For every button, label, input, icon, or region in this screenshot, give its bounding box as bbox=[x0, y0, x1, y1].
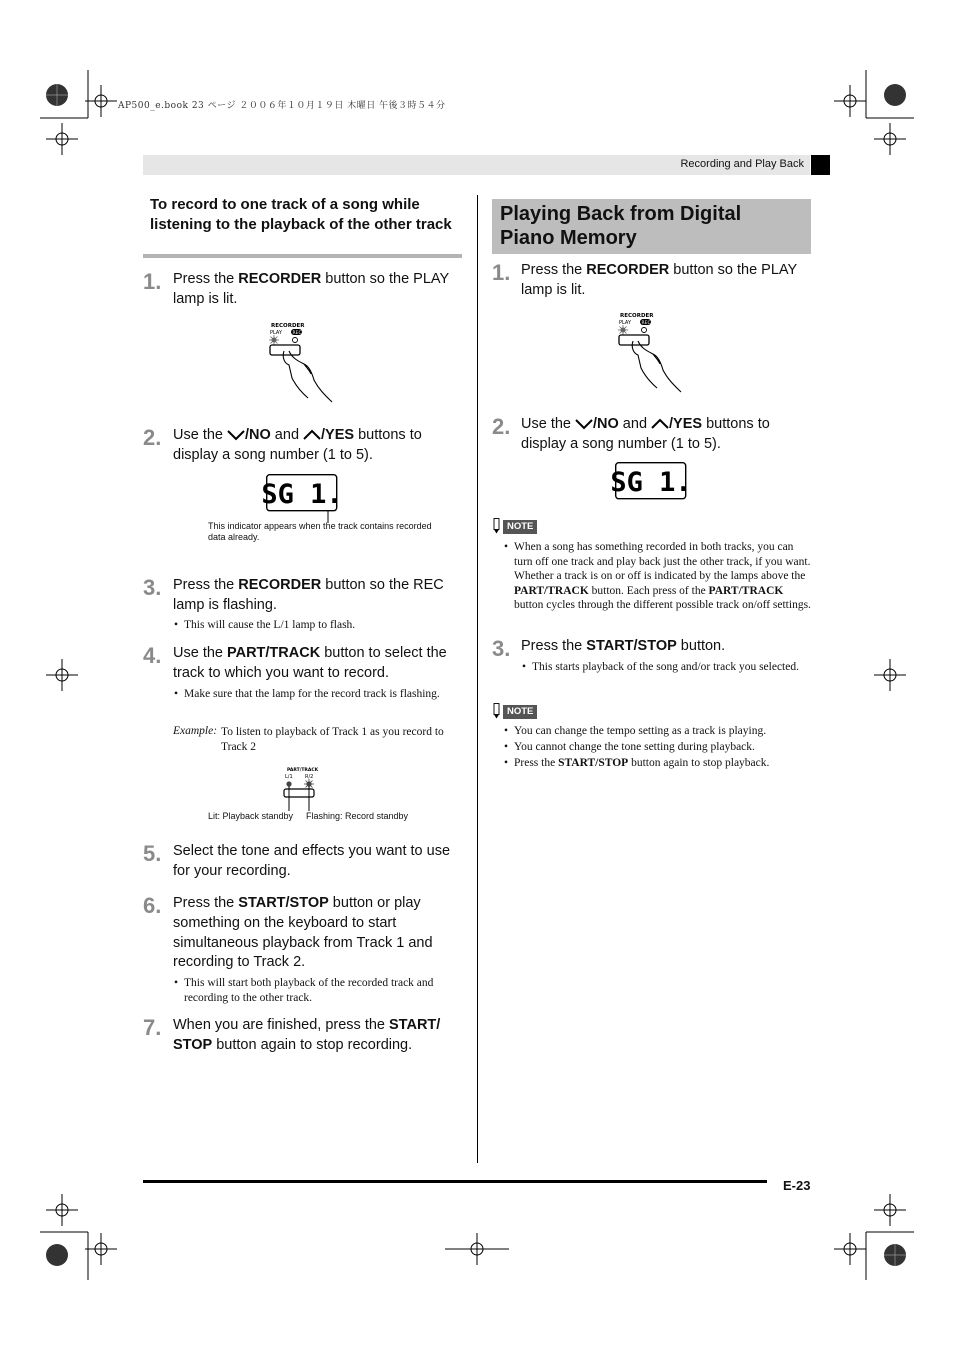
indicator-caption: This indicator appears when the track contains recorded data already. bbox=[208, 521, 432, 542]
recorder-button-figure bbox=[617, 310, 689, 398]
rec-label: REC bbox=[641, 320, 651, 326]
step-bullet: • This will cause the L/1 lamp to flash. bbox=[184, 618, 454, 633]
running-header-title: Recording and Play Back bbox=[680, 158, 804, 170]
example-label: Example: bbox=[173, 725, 218, 737]
left-subheading: To record to one track of a song while listening to the playback of the other track bbox=[150, 196, 452, 233]
pencil-icon bbox=[492, 703, 501, 719]
step-text: Press the RECORDER button so the REC lamp is flashing. bbox=[173, 577, 444, 613]
note-badge bbox=[492, 520, 537, 534]
example-text: To listen to playback of Track 1 as you record to Track 2 bbox=[221, 726, 444, 753]
step-number: 5. bbox=[143, 841, 162, 866]
note-label: NOTE bbox=[503, 705, 537, 719]
step-text: Use the PART/TRACK button to select the track to which you want to record. bbox=[173, 645, 447, 681]
page-number: E-23 bbox=[783, 1178, 811, 1193]
step-number: 2. bbox=[492, 414, 511, 439]
step-number: 4. bbox=[143, 643, 162, 668]
note-bullet: • You can change the tempo setting as a track is playing. bbox=[514, 724, 812, 739]
recorder-button-figure bbox=[268, 320, 340, 408]
header-tab-block bbox=[811, 155, 830, 175]
step-text: When you are finished, press the START/ STOP button again to stop recording. bbox=[173, 1017, 441, 1053]
down-arrow-icon bbox=[575, 418, 593, 430]
subheading-rule bbox=[143, 254, 462, 258]
track2-label: R/2 bbox=[305, 774, 314, 780]
lcd-readout: SG 1. bbox=[261, 479, 343, 510]
step-number: 3. bbox=[492, 636, 511, 661]
pencil-icon bbox=[492, 518, 501, 534]
step-text: Select the tone and effects you want to use for your recording. bbox=[173, 843, 451, 879]
step-text: Press the RECORDER button so the PLAY lamp is lit. bbox=[173, 271, 449, 307]
step-text: Use the /NO and /YES buttons to display a song number (1 to 5). bbox=[521, 416, 770, 452]
step-number: 7. bbox=[143, 1015, 162, 1040]
step-text: Press the START/STOP button or play something on the keyboard to start simultaneous playback from Track 1 and recording to Track 2. bbox=[173, 895, 433, 971]
rec-label: REC bbox=[292, 330, 302, 336]
step-number: 1. bbox=[143, 269, 162, 294]
recorder-label: RECORDER bbox=[271, 323, 305, 329]
step-number: 1. bbox=[492, 260, 511, 285]
part-track-figure bbox=[280, 765, 330, 813]
step-number: 2. bbox=[143, 425, 162, 450]
lit-caption: Lit: Playback standby bbox=[208, 811, 294, 821]
step-text: Press the RECORDER button so the PLAY lamp is lit. bbox=[521, 262, 797, 298]
up-arrow-icon bbox=[303, 429, 321, 441]
note-label: NOTE bbox=[503, 520, 537, 534]
step-bullet: • Make sure that the lamp for the record track is flashing. bbox=[184, 687, 454, 702]
step-bullet: • This starts playback of the song and/or track you selected. bbox=[532, 660, 802, 675]
part-track-label: PART/TRACK bbox=[287, 768, 319, 773]
play-label: PLAY bbox=[619, 320, 632, 326]
note-bullet: • Press the START/STOP button again to stop playback. bbox=[514, 756, 812, 771]
flashing-caption: Flashing: Record standby bbox=[306, 811, 409, 821]
track1-label: L/1 bbox=[285, 774, 293, 780]
step-text: Press the START/STOP button. bbox=[521, 638, 726, 654]
note-badge bbox=[492, 705, 537, 719]
note-bullet: • When a song has something recorded in both tracks, you can turn off one track and play back just the other track, if you want. Whether a track is on or off is indicated by the lamps above the PART/TRACK button. Each press of the PART/TRACK button cycles through the different possible track on/off settings. bbox=[514, 540, 812, 613]
note-bullet: • You cannot change the tone setting during playback. bbox=[514, 740, 812, 755]
column-divider bbox=[477, 195, 478, 1163]
down-arrow-icon bbox=[227, 429, 245, 441]
up-arrow-icon bbox=[651, 418, 669, 430]
section-title: Playing Back from Digital Piano Memory bbox=[500, 203, 742, 249]
play-label: PLAY bbox=[270, 330, 283, 336]
lcd-display-figure bbox=[610, 462, 692, 502]
step-text: Use the /NO and /YES buttons to display a song number (1 to 5). bbox=[173, 427, 422, 463]
recorder-label: RECORDER bbox=[620, 313, 654, 319]
lcd-display-figure bbox=[261, 474, 343, 524]
lcd-readout: SG 1. bbox=[610, 467, 692, 498]
footer-rule bbox=[143, 1180, 767, 1183]
print-info-line: AP500_e.book 23 ページ ２００６年１０月１９日 木曜日 午後３時５４分 bbox=[118, 101, 446, 111]
step-number: 6. bbox=[143, 893, 162, 918]
step-number: 3. bbox=[143, 575, 162, 600]
step-bullet: • This will start both playback of the recorded track and recording to the other track. bbox=[184, 976, 456, 1005]
